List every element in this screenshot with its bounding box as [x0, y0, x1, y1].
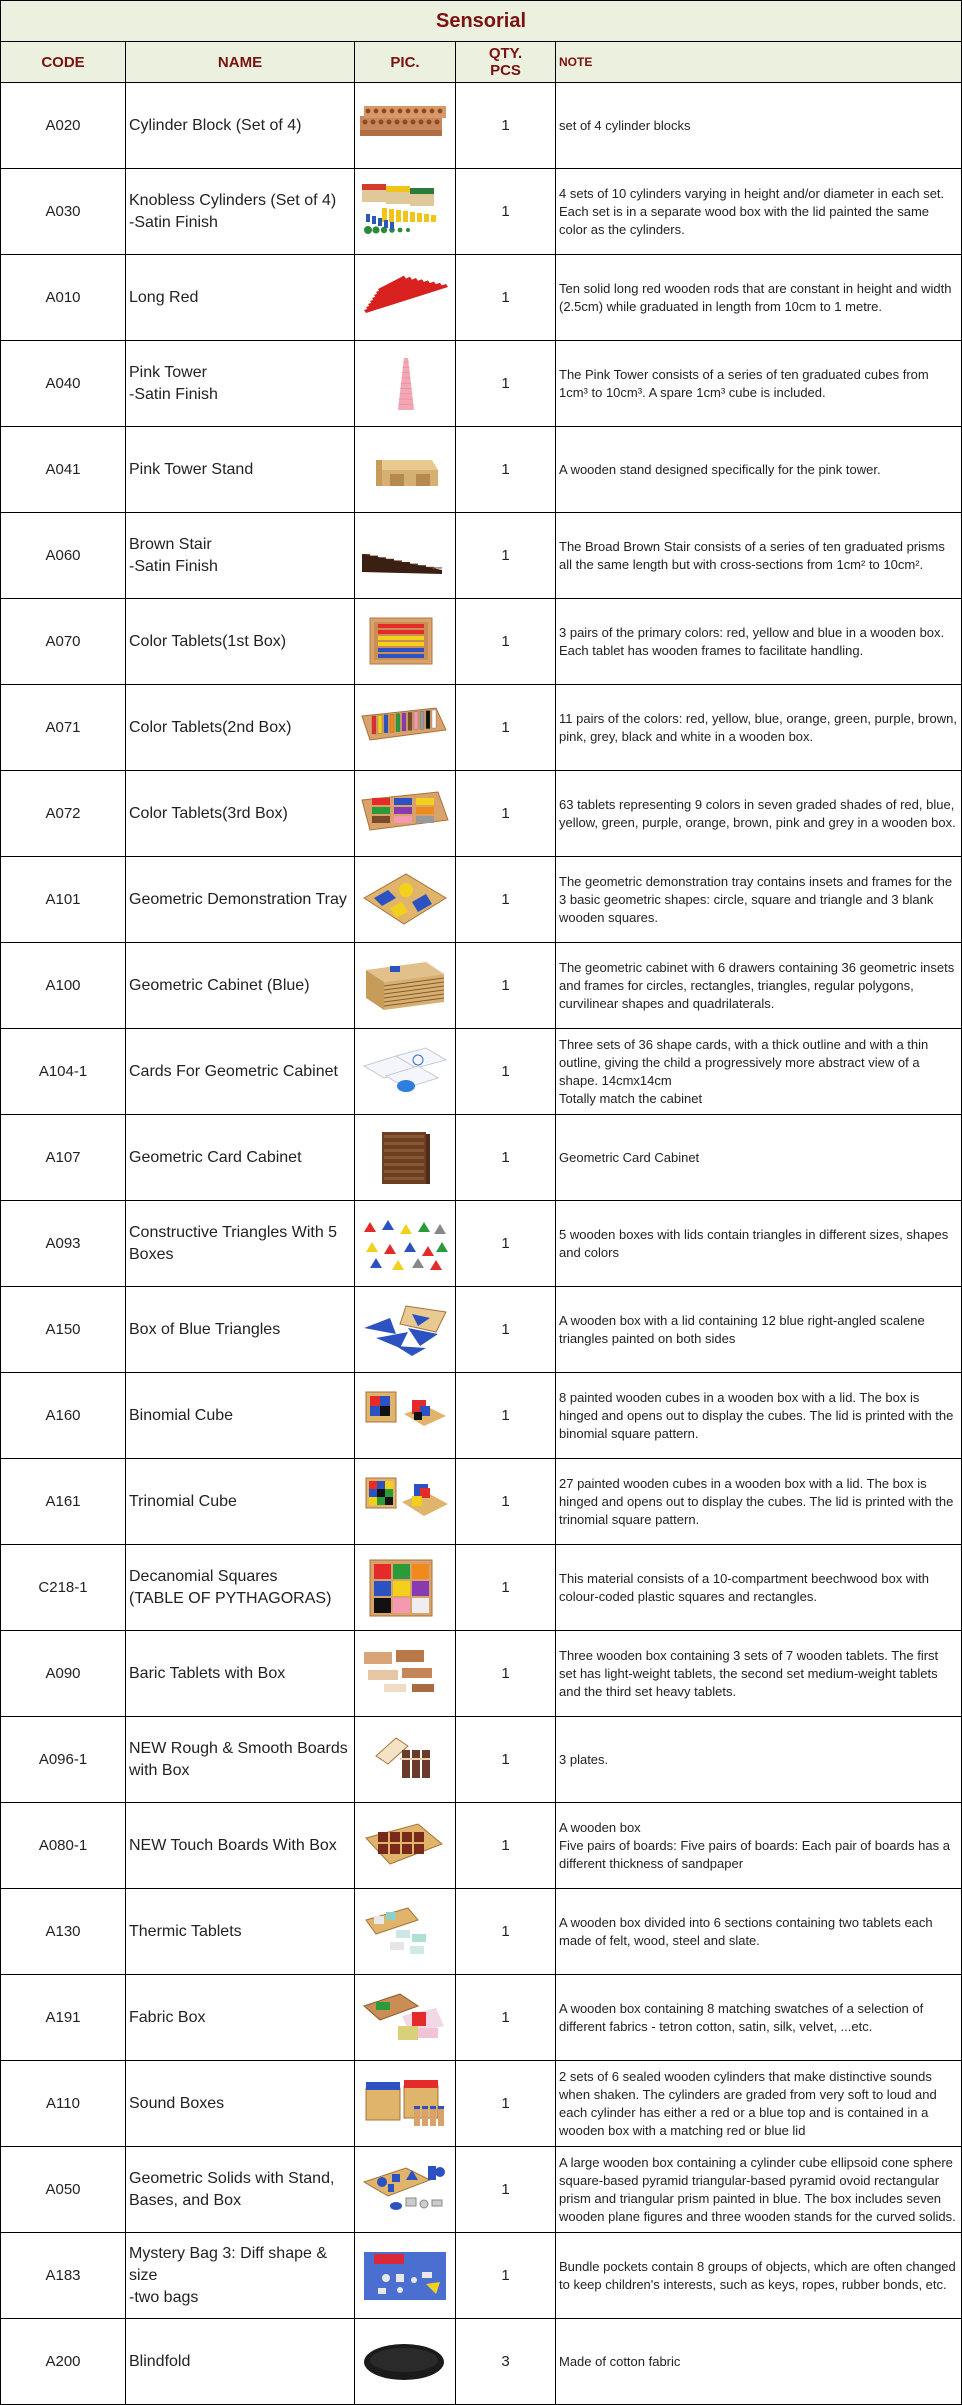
- item-note-line: Five pairs of boards: Five pairs of boards: Each pair of boards has a different thickness of sandpaper: [559, 1837, 950, 1871]
- item-name: [126, 1115, 355, 1201]
- item-code: A020: [1, 83, 126, 169]
- item-code: A093: [1, 1201, 126, 1287]
- item-code: A070: [1, 599, 126, 685]
- item-qty: 1: [456, 427, 556, 513]
- item-note: [556, 169, 962, 255]
- item-code: A160: [1, 1373, 126, 1459]
- item-note: [556, 83, 962, 169]
- item-qty: 1: [456, 2233, 556, 2319]
- item-note: [556, 2233, 962, 2319]
- item-note: [556, 341, 962, 427]
- item-picture: [355, 1373, 456, 1459]
- fabric-box-icon: [356, 1986, 454, 2050]
- item-name-line: NEW Rough & Smooth Boards: [129, 1739, 348, 1757]
- item-picture: [355, 1201, 456, 1287]
- card-cabinet-icon: [356, 1126, 454, 1190]
- item-note: [556, 1029, 962, 1115]
- item-name: [126, 1631, 355, 1717]
- item-code: A041: [1, 427, 126, 513]
- item-name: [126, 1717, 355, 1803]
- item-picture: [355, 1115, 456, 1201]
- touch-boards-icon: [356, 1814, 454, 1878]
- item-picture: [355, 2061, 456, 2147]
- item-qty: 1: [456, 1287, 556, 1373]
- item-qty: 3: [456, 2319, 556, 2405]
- item-code: A096-1: [1, 1717, 126, 1803]
- item-note-line: The Pink Tower consists of a series of ten graduated cubes from 1cm³ to 10cm³. A spare 1cm³ cube is included.: [559, 366, 929, 400]
- table-row: [1, 771, 962, 857]
- item-picture: [355, 2147, 456, 2233]
- item-name-line: NEW Touch Boards With Box: [129, 1836, 337, 1854]
- table-row: [1, 1373, 962, 1459]
- color-box-1-icon: [356, 610, 454, 674]
- item-picture: [355, 1717, 456, 1803]
- geo-cabinet-icon: [356, 954, 454, 1018]
- table-row: [1, 1459, 962, 1545]
- item-picture: [355, 599, 456, 685]
- mystery-bag-icon: [356, 2244, 454, 2308]
- item-note-line: Ten solid long red wooden rods that are constant in height and width (2.5cm) while graduated in length from 10cm to 1 metre.: [559, 280, 952, 314]
- header-note: NOTE: [556, 42, 962, 83]
- table-row: [1, 1029, 962, 1115]
- item-qty: 1: [456, 169, 556, 255]
- knobless-cylinders-icon: [356, 180, 454, 244]
- item-name-line: Color Tablets(3rd Box): [129, 804, 288, 822]
- table-row: [1, 1287, 962, 1373]
- item-note-line: The geometric demonstration tray contains insets and frames for the 3 basic geometric shapes: circle, square and triangle and 3 blank wooden squares.: [559, 873, 953, 925]
- table-row: [1, 857, 962, 943]
- item-name-line: Geometric Card Cabinet: [129, 1148, 302, 1166]
- item-note-line: The Broad Brown Stair consists of a series of ten graduated prisms all the same length but with cross-sections from 1cm² to 10cm².: [559, 538, 945, 572]
- item-name-line: Geometric Cabinet (Blue): [129, 976, 310, 994]
- item-note-line: Bundle pockets contain 8 groups of objects, which are often changed to keep children's interests, such as keys, ropes, rubber bonds, etc.: [559, 2258, 956, 2292]
- item-note: [556, 1631, 962, 1717]
- geo-tray-icon: [356, 868, 454, 932]
- item-code: C218-1: [1, 1545, 126, 1631]
- item-name: [126, 1889, 355, 1975]
- pink-tower-icon: [356, 352, 454, 416]
- item-code: A071: [1, 685, 126, 771]
- table-row: [1, 2147, 962, 2233]
- item-note-line: A wooden box containing 8 matching swatches of a selection of different fabrics - tetron cotton, satin, silk, velvet, ...etc.: [559, 2000, 924, 2034]
- table-row: [1, 2319, 962, 2405]
- item-name: [126, 1803, 355, 1889]
- item-name: [126, 943, 355, 1029]
- geo-solids-icon: [356, 2158, 454, 2222]
- item-name-line: Binomial Cube: [129, 1406, 234, 1424]
- item-name-line: Pink Tower Stand: [129, 460, 254, 478]
- item-picture: [355, 427, 456, 513]
- item-name: [126, 83, 355, 169]
- table-row: [1, 599, 962, 685]
- item-note-line: A wooden stand designed specifically for the pink tower.: [559, 461, 881, 477]
- item-name: [126, 2233, 355, 2319]
- item-note-line: set of 4 cylinder blocks: [559, 117, 691, 133]
- item-name-line: size: [129, 2266, 158, 2284]
- item-name-line: Boxes: [129, 1245, 174, 1263]
- item-name-line: -Satin Finish: [129, 385, 218, 403]
- item-name: [126, 513, 355, 599]
- item-qty: 1: [456, 857, 556, 943]
- table-row: [1, 1115, 962, 1201]
- table-row: [1, 255, 962, 341]
- item-name: [126, 599, 355, 685]
- item-note-line: The geometric cabinet with 6 drawers containing 36 geometric insets and frames for circles, rectangles, triangles, regular polygons, curvilinear shapes and quadrilaterals.: [559, 959, 955, 1011]
- table-row: [1, 1975, 962, 2061]
- item-name: [126, 685, 355, 771]
- item-note-line: 8 painted wooden cubes in a wooden box with a lid. The box is hinged and opens out to display the cubes. The lid is printed with the binomial square pattern.: [559, 1389, 954, 1441]
- item-note: [556, 943, 962, 1029]
- shape-cards-icon: [356, 1040, 454, 1104]
- item-name-line: Bases, and Box: [129, 2191, 242, 2209]
- table-row: [1, 341, 962, 427]
- table-row: [1, 1803, 962, 1889]
- trinomial-cube-icon: [356, 1470, 454, 1534]
- item-name-line: Cards For Geometric Cabinet: [129, 1062, 338, 1080]
- table-title: Sensorial: [1, 1, 962, 42]
- item-qty: 1: [456, 1803, 556, 1889]
- item-note-line: 63 tablets representing 9 colors in seven graded shades of red, blue, yellow, green, purple, orange, brown, pink and grey in a wooden box.: [559, 796, 956, 830]
- item-note-line: Three sets of 36 shape cards, with a thick outline and with a thin outline, giving the child a progressively more abstract view of a shape. 14cmx14cm: [559, 1036, 929, 1088]
- item-picture: [355, 1631, 456, 1717]
- item-note: [556, 1459, 962, 1545]
- item-name-line: Fabric Box: [129, 2008, 206, 2026]
- item-note: [556, 1975, 962, 2061]
- header-row: [1, 42, 962, 83]
- item-name-line: Trinomial Cube: [129, 1492, 237, 1510]
- item-qty: 1: [456, 599, 556, 685]
- item-code: A010: [1, 255, 126, 341]
- item-picture: [355, 1287, 456, 1373]
- item-note-line: 4 sets of 10 cylinders varying in height and/or diameter in each set. Each set is in a separate wood box with the lid painted the same color as the cylinders.: [559, 185, 945, 237]
- item-note: [556, 1717, 962, 1803]
- item-qty: 1: [456, 341, 556, 427]
- item-note-line: This material consists of a 10-compartment beechwood box with colour-coded plastic squares and rectangles.: [559, 1570, 929, 1604]
- item-name: [126, 1373, 355, 1459]
- item-code: A191: [1, 1975, 126, 2061]
- item-picture: [355, 771, 456, 857]
- item-name-line: Geometric Demonstration Tray: [129, 890, 347, 908]
- item-picture: [355, 513, 456, 599]
- item-note: [556, 427, 962, 513]
- item-name: [126, 1459, 355, 1545]
- item-qty: 1: [456, 1545, 556, 1631]
- baric-tablets-icon: [356, 1642, 454, 1706]
- rough-boards-icon: [356, 1728, 454, 1792]
- item-name: [126, 857, 355, 943]
- item-name-line: -two bags: [129, 2288, 199, 2306]
- triangles-icon: [356, 1212, 454, 1276]
- item-qty: 1: [456, 771, 556, 857]
- item-name: [126, 1545, 355, 1631]
- item-picture: [355, 943, 456, 1029]
- table-row: [1, 943, 962, 1029]
- item-note: [556, 1803, 962, 1889]
- item-name-line: Box of Blue Triangles: [129, 1320, 281, 1338]
- table-row: [1, 1545, 962, 1631]
- header-qty: [456, 42, 556, 83]
- decanomial-icon: [356, 1556, 454, 1620]
- item-picture: [355, 341, 456, 427]
- item-name-line: -Satin Finish: [129, 213, 218, 231]
- item-name-line: Constructive Triangles With 5: [129, 1223, 338, 1241]
- item-picture: [355, 685, 456, 771]
- header-qty-line1: QTY.: [488, 45, 523, 62]
- item-qty: 1: [456, 1631, 556, 1717]
- item-qty: 1: [456, 1373, 556, 1459]
- table-row: [1, 1631, 962, 1717]
- item-note: [556, 857, 962, 943]
- item-picture: [355, 255, 456, 341]
- item-code: A030: [1, 169, 126, 255]
- tower-stand-icon: [356, 438, 454, 502]
- item-note: [556, 1287, 962, 1373]
- item-name-line: Mystery Bag 3: Diff shape &: [129, 2244, 328, 2262]
- item-code: A072: [1, 771, 126, 857]
- blindfold-icon: [356, 2330, 454, 2394]
- color-box-2-icon: [356, 696, 454, 760]
- item-qty: 1: [456, 83, 556, 169]
- table-row: [1, 1889, 962, 1975]
- item-name: [126, 1287, 355, 1373]
- table-row: [1, 427, 962, 513]
- item-code: A100: [1, 943, 126, 1029]
- item-qty: 1: [456, 2061, 556, 2147]
- item-name: [126, 427, 355, 513]
- item-picture: [355, 1459, 456, 1545]
- header-name: NAME: [126, 42, 355, 83]
- item-note: [556, 513, 962, 599]
- item-note-line: Geometric Card Cabinet: [559, 1149, 700, 1165]
- item-name: [126, 771, 355, 857]
- item-name: [126, 2319, 355, 2405]
- item-note: [556, 685, 962, 771]
- item-name: [126, 341, 355, 427]
- item-qty: 1: [456, 685, 556, 771]
- item-name-line: Pink Tower: [129, 363, 207, 381]
- table-row: [1, 169, 962, 255]
- item-name: [126, 2147, 355, 2233]
- red-rods-icon: [356, 266, 454, 330]
- brown-stair-icon: [356, 524, 454, 588]
- item-note-line: Totally match the cabinet: [559, 1090, 703, 1106]
- item-name-line: Geometric Solids with Stand,: [129, 2169, 335, 2187]
- table-row: [1, 83, 962, 169]
- item-name: [126, 1975, 355, 2061]
- item-note-line: A wooden box: [559, 1819, 641, 1835]
- item-code: A130: [1, 1889, 126, 1975]
- item-qty: 1: [456, 943, 556, 1029]
- item-picture: [355, 1029, 456, 1115]
- cylinder-block-icon: [356, 94, 454, 158]
- item-qty: 1: [456, 1717, 556, 1803]
- item-note: [556, 599, 962, 685]
- item-note: [556, 255, 962, 341]
- item-qty: 1: [456, 1975, 556, 2061]
- item-note-line: 11 pairs of the colors: red, yellow, blue, orange, green, purple, brown, pink, grey, black and white in a wooden box.: [559, 710, 957, 744]
- item-code: A200: [1, 2319, 126, 2405]
- item-code: A060: [1, 513, 126, 599]
- item-picture: [355, 2233, 456, 2319]
- item-name-line: Cylinder Block (Set of 4): [129, 116, 302, 134]
- item-qty: 1: [456, 513, 556, 599]
- item-name-line: Long Red: [129, 288, 199, 306]
- item-code: A110: [1, 2061, 126, 2147]
- table-row: [1, 685, 962, 771]
- item-note: [556, 1373, 962, 1459]
- item-name-line: Brown Stair: [129, 535, 212, 553]
- table-row: [1, 1717, 962, 1803]
- item-note-line: Three wooden box containing 3 sets of 7 wooden tablets. The first set has light-weight tablets, the second set medium-weight tablets and the third set heavy tablets.: [559, 1647, 939, 1699]
- item-note-line: 27 painted wooden cubes in a wooden box with a lid. The box is hinged and opens out to display the cubes. The lid is printed with the trinomial square pattern.: [559, 1475, 954, 1527]
- item-note: [556, 1115, 962, 1201]
- item-name: [126, 169, 355, 255]
- item-note-line: A wooden box with a lid containing 12 blue right-angled scalene triangles painted on both sides: [559, 1312, 925, 1346]
- item-picture: [355, 83, 456, 169]
- item-note: [556, 2147, 962, 2233]
- item-code: A104-1: [1, 1029, 126, 1115]
- title-row: [1, 1, 962, 42]
- item-name: [126, 255, 355, 341]
- item-name-line: Knobless Cylinders (Set of 4): [129, 191, 337, 209]
- item-name-line: Blindfold: [129, 2352, 191, 2370]
- item-note: [556, 1889, 962, 1975]
- item-picture: [355, 169, 456, 255]
- item-qty: 1: [456, 1889, 556, 1975]
- item-note: [556, 1545, 962, 1631]
- color-box-3-icon: [356, 782, 454, 846]
- item-code: A183: [1, 2233, 126, 2319]
- item-note: [556, 2319, 962, 2405]
- item-name-line: Color Tablets(2nd Box): [129, 718, 292, 736]
- item-code: A090: [1, 1631, 126, 1717]
- table-row: [1, 2233, 962, 2319]
- item-name-line: -Satin Finish: [129, 557, 218, 575]
- item-code: A080-1: [1, 1803, 126, 1889]
- item-note-line: 3 plates.: [559, 1751, 609, 1767]
- item-name: [126, 1201, 355, 1287]
- binomial-cube-icon: [356, 1384, 454, 1448]
- header-qty-line2: PCS: [490, 62, 521, 79]
- item-picture: [355, 1975, 456, 2061]
- item-note-line: 3 pairs of the primary colors: red, yellow and blue in a wooden box. Each tablet has wooden frames to facilitate handling.: [559, 624, 945, 658]
- item-picture: [355, 1803, 456, 1889]
- header-code: CODE: [1, 42, 126, 83]
- item-code: A050: [1, 2147, 126, 2233]
- item-name: [126, 2061, 355, 2147]
- thermic-tablets-icon: [356, 1900, 454, 1964]
- item-note: [556, 1201, 962, 1287]
- item-name-line: with Box: [129, 1761, 190, 1779]
- item-name-line: (TABLE OF PYTHAGORAS): [129, 1589, 332, 1607]
- item-qty: 1: [456, 1459, 556, 1545]
- item-picture: [355, 1545, 456, 1631]
- item-note: [556, 2061, 962, 2147]
- table-row: [1, 2061, 962, 2147]
- table-row: [1, 1201, 962, 1287]
- item-picture: [355, 1889, 456, 1975]
- item-picture: [355, 2319, 456, 2405]
- item-qty: 1: [456, 1115, 556, 1201]
- item-note-line: A large wooden box containing a cylinder cube ellipsoid cone sphere square-based pyramid triangular-based pyramid ovoid rectangular prism and triangular prism painted in blue. The box includes seven wooden plane figures and three wooden stands for the curved solids.: [559, 2154, 956, 2224]
- item-qty: 1: [456, 2147, 556, 2233]
- item-picture: [355, 857, 456, 943]
- item-name-line: Baric Tablets with Box: [129, 1664, 286, 1682]
- item-note-line: A wooden box divided into 6 sections containing two tablets each made of felt, wood, steel and slate.: [559, 1914, 933, 1948]
- item-note: [556, 771, 962, 857]
- item-name: [126, 1029, 355, 1115]
- item-code: A107: [1, 1115, 126, 1201]
- item-code: A150: [1, 1287, 126, 1373]
- item-qty: 1: [456, 255, 556, 341]
- table-row: [1, 513, 962, 599]
- item-name-line: Color Tablets(1st Box): [129, 632, 287, 650]
- item-name-line: Thermic Tablets: [129, 1922, 242, 1940]
- item-name-line: Sound Boxes: [129, 2094, 225, 2112]
- item-qty: 1: [456, 1029, 556, 1115]
- item-note-line: 5 wooden boxes with lids contain triangles in different sizes, shapes and colors: [559, 1226, 949, 1260]
- item-note-line: 2 sets of 6 sealed wooden cylinders that make distinctive sounds when shaken. The cylinders are graded from very soft to loud and each cylinder has either a red or a blue top and is contained in a wooden box with a matching red or blue lid: [559, 2068, 937, 2138]
- item-name-line: Decanomial Squares: [129, 1567, 278, 1585]
- item-qty: 1: [456, 1201, 556, 1287]
- item-code: A101: [1, 857, 126, 943]
- sound-boxes-icon: [356, 2072, 454, 2136]
- item-note-line: Made of cotton fabric: [559, 2353, 681, 2369]
- header-pic: PIC.: [355, 42, 456, 83]
- blue-triangles-icon: [356, 1298, 454, 1362]
- item-code: A040: [1, 341, 126, 427]
- item-code: A161: [1, 1459, 126, 1545]
